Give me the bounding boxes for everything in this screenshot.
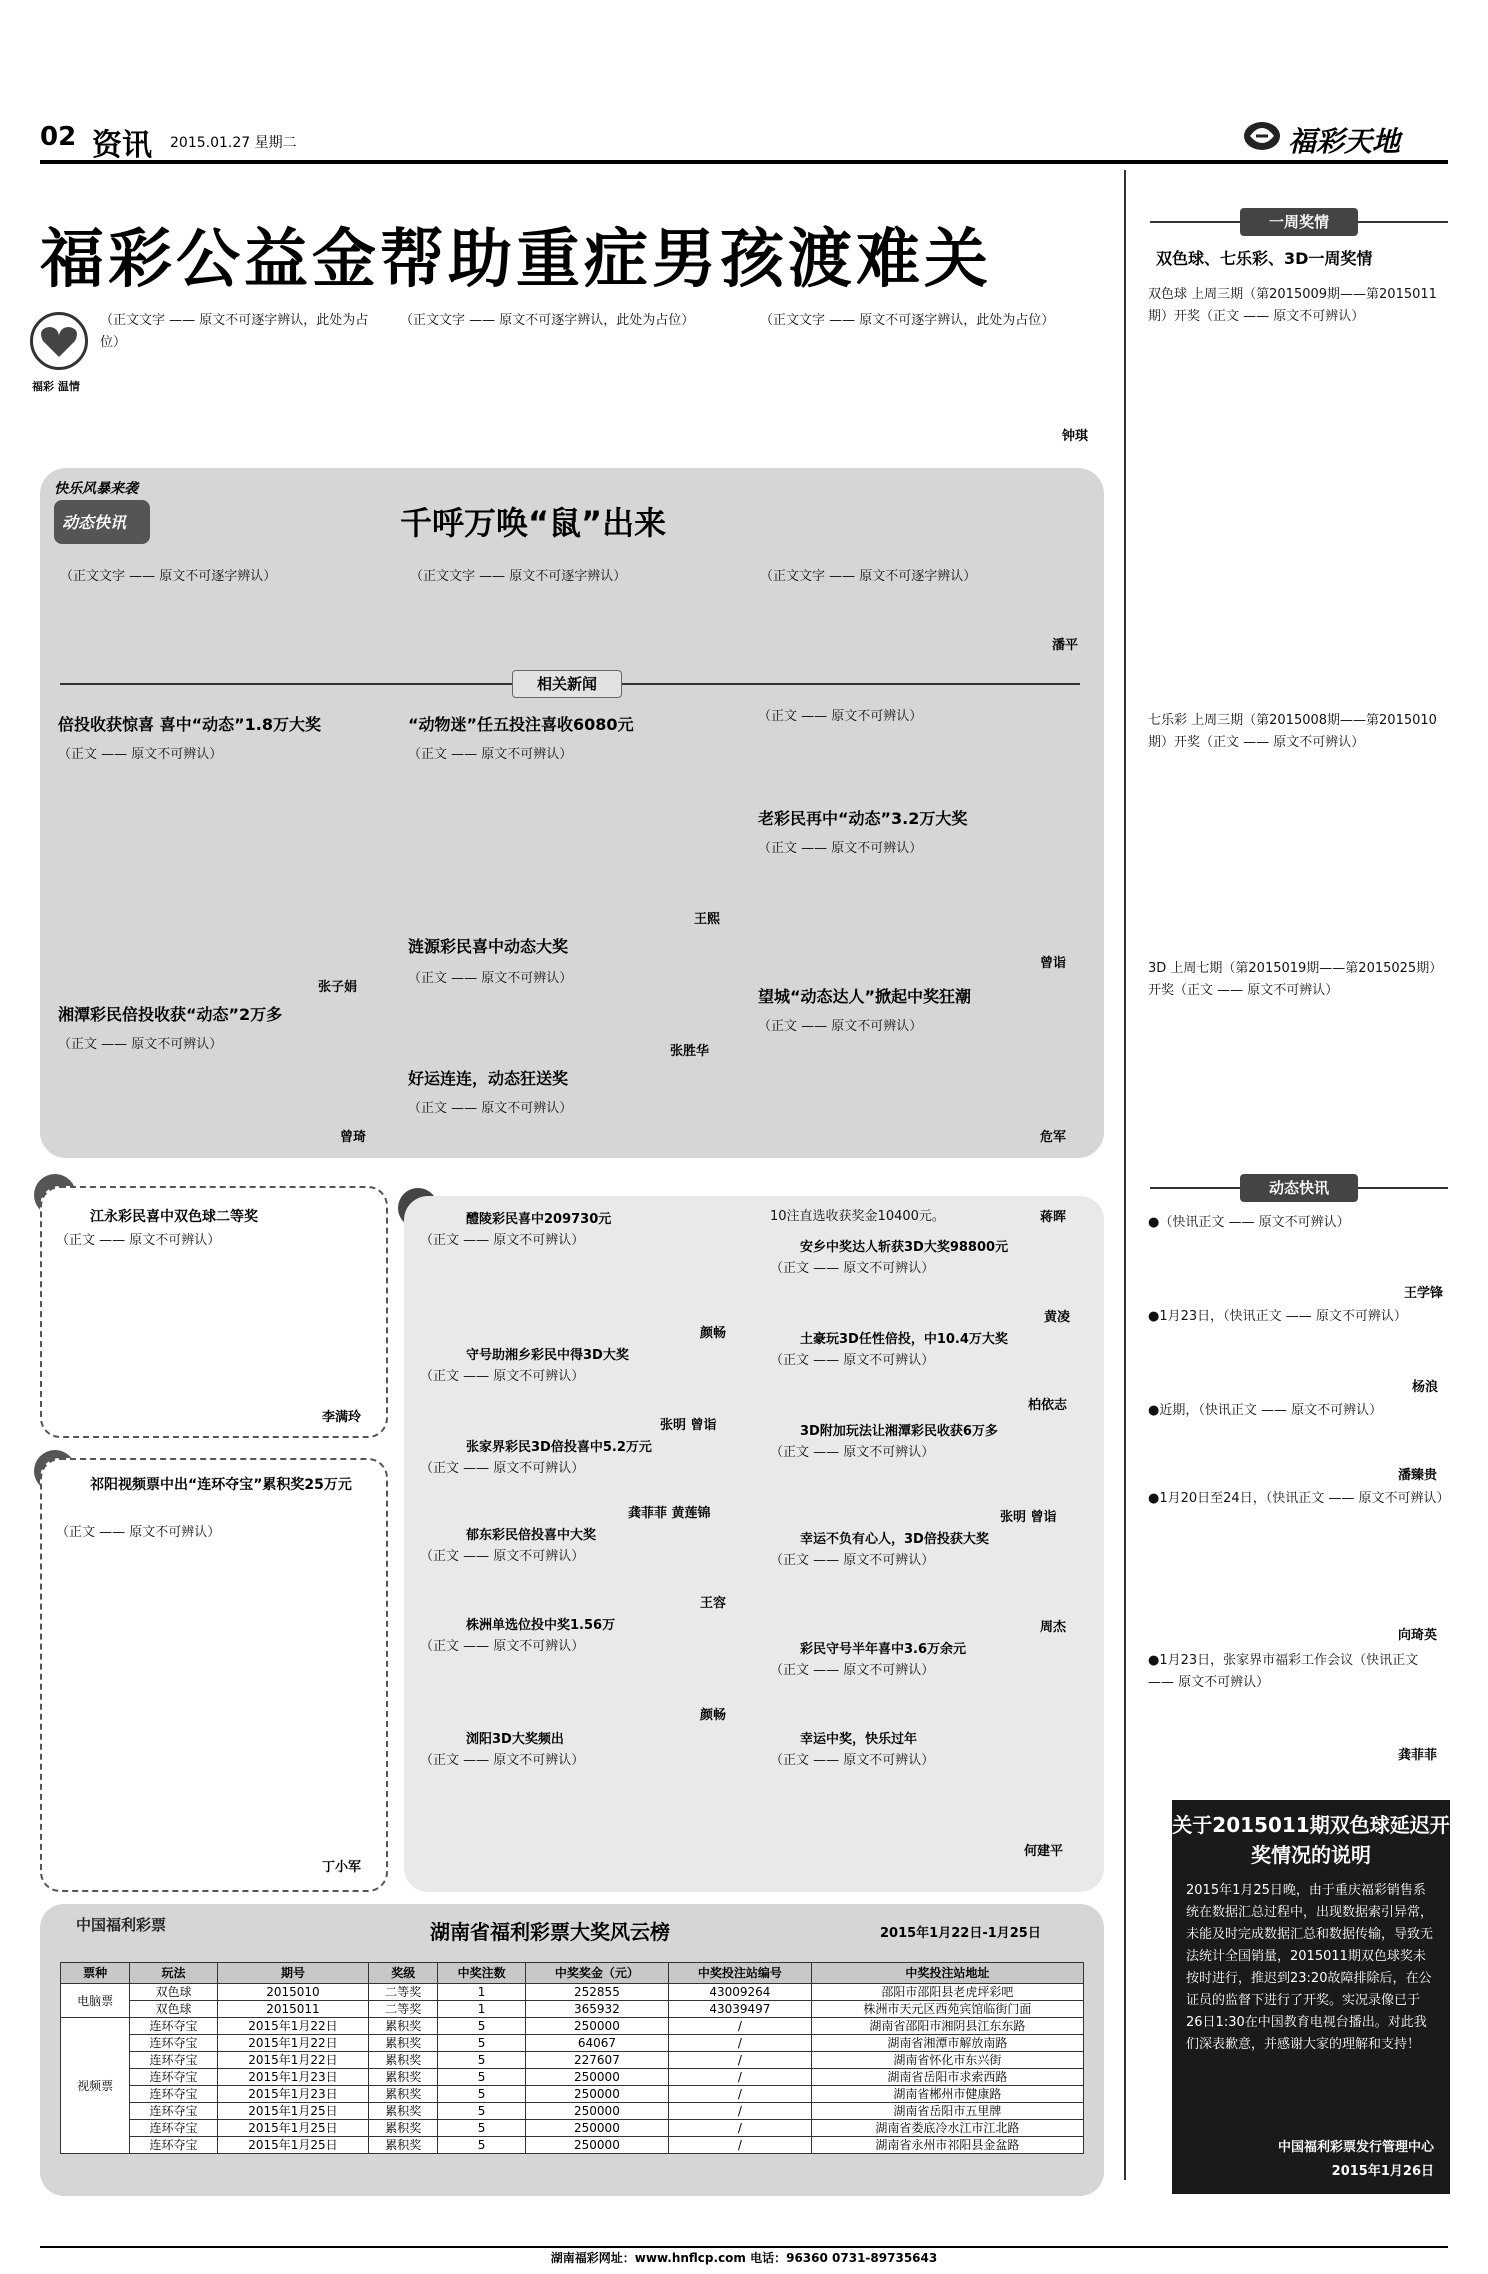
weekly-ssq: 双色球 上周三期（第2015009期——第2015011期）开奖（正文 —— 原文不可辨认） — [1148, 287, 1437, 324]
masthead-logo — [1240, 110, 1448, 162]
table-cell: / — [668, 2069, 811, 2086]
table-cell: 2015年1月25日 — [217, 2137, 368, 2154]
3d-news-title-6: 浏阳3D大奖频出 — [466, 1732, 564, 1747]
table-cell: 湖南省邵阳市湘阴县江东东路 — [811, 2018, 1083, 2035]
3d-news-title-8: 土豪玩3D任性倍投，中10.4万大奖 — [800, 1332, 1008, 1347]
page-footer: 湖南福彩网址：www.hnflcp.com 电话：96360 0731-89735643 — [40, 2246, 1448, 2268]
table-cell: 250000 — [525, 2137, 668, 2154]
table-cell: / — [668, 2052, 811, 2069]
dynamic-item-5: ●1月23日，张家界市福彩工作会议（快讯正文 —— 原文不可辨认） — [1148, 1653, 1419, 1690]
table-cell: 5 — [438, 2052, 526, 2069]
related-news-byline-2: 曾琦 — [340, 1130, 367, 1145]
table-cell: 2015年1月25日 — [217, 2103, 368, 2120]
related-news-title-3: “动物迷”任五投注喜收6080元 — [408, 715, 634, 734]
3d-news-body-12: （正文 —— 原文不可辨认） — [770, 1753, 935, 1768]
feature-byline: 潘平 — [1052, 638, 1079, 653]
feature-title: 千呼万唤“鼠”出来 — [400, 504, 667, 542]
3d-news-body-5: （正文 —— 原文不可辨认） — [420, 1639, 585, 1654]
table-cell: 250000 — [525, 2069, 668, 2086]
3d-news-title-3: 张家界彩民3D倍投喜中5.2万元 — [466, 1440, 652, 1455]
leaderboard-row — [61, 2018, 1084, 2035]
weekly-label: 一周奖情 — [1240, 208, 1358, 236]
3d-news-byline-9: 张明 曾诣 — [1000, 1510, 1057, 1525]
3d-news-body-2: （正文 —— 原文不可辨认） — [420, 1369, 585, 1384]
charity-heart-icon — [30, 312, 88, 370]
dynamic-item-3-byline: 潘臻贵 — [1398, 1468, 1438, 1483]
3d-news-byline-10: 周杰 — [1040, 1620, 1067, 1635]
related-news-body-1: （正文 —— 原文不可辨认） — [58, 747, 223, 762]
table-cell: 湖南省岳阳市求索西路 — [811, 2069, 1083, 2086]
table-cell: 1 — [438, 2001, 526, 2018]
table-cell: 连环夺宝 — [130, 2052, 218, 2069]
related-news-body-5: （正文 —— 原文不可辨认） — [408, 1101, 573, 1116]
table-cell: / — [668, 2120, 811, 2137]
table-cell: 2015011 — [217, 2001, 368, 2018]
3d-news-title-7: 安乡中奖达人斩获3D大奖98800元 — [800, 1240, 1009, 1255]
col-draw: 期号 — [217, 1963, 368, 1984]
ticket-type-cell: 视频票 — [61, 2018, 130, 2154]
weekly-3d: 3D 上周七期（第2015019期——第2015025期）开奖（正文 —— 原文不可辨认） — [1148, 961, 1443, 998]
leaderboard-table — [60, 1962, 1084, 2154]
dynamic-item-2-byline: 杨浪 — [1412, 1380, 1439, 1395]
table-cell: / — [668, 2035, 811, 2052]
related-news-label: 相关新闻 — [512, 670, 622, 698]
table-cell: 227607 — [525, 2052, 668, 2069]
3d-news-continued: 10注直选收获奖金10400元。 — [770, 1209, 945, 1224]
page-header — [40, 118, 1448, 164]
related-news-title-7: 望城“动态达人”掀起中奖狂潮 — [758, 987, 972, 1006]
leaderboard-row — [61, 2103, 1084, 2120]
dynamic-item-5-byline: 龚菲菲 — [1398, 1748, 1438, 1763]
charity-logo-caption: 福彩 温情 — [32, 380, 80, 393]
3d-news-title-11: 彩民守号半年喜中3.6万余元 — [800, 1642, 967, 1657]
story-box-1-title: 江永彩民喜中双色球二等奖 — [90, 1209, 258, 1225]
table-cell: 250000 — [525, 2103, 668, 2120]
page-number: 02 — [40, 122, 77, 152]
table-cell: 累积奖 — [369, 2035, 438, 2052]
table-cell: / — [668, 2086, 811, 2103]
3d-news-body-4: （正文 —— 原文不可辨认） — [420, 1549, 585, 1564]
col-prize-amount: 中奖奖金（元） — [525, 1963, 668, 1984]
table-cell: 连环夺宝 — [130, 2137, 218, 2154]
table-cell: / — [668, 2103, 811, 2120]
table-cell: 2015年1月23日 — [217, 2069, 368, 2086]
3d-news-byline-5: 颜畅 — [700, 1708, 727, 1723]
delay-notice-date: 2015年1月26日 — [1331, 2164, 1434, 2179]
table-cell: 5 — [438, 2120, 526, 2137]
table-cell: 5 — [438, 2103, 526, 2120]
leaderboard-row — [61, 2001, 1084, 2018]
related-news-byline-3: 王熙 — [694, 912, 721, 927]
table-cell: 5 — [438, 2035, 526, 2052]
main-article-column-1: （正文文字 —— 原文不可逐字辨认，此处为占位） — [100, 313, 369, 350]
3d-news-body-8: （正文 —— 原文不可辨认） — [770, 1353, 935, 1368]
table-cell: 二等奖 — [369, 1984, 438, 2001]
related-news-byline-7: 危军 — [1040, 1130, 1067, 1145]
related-news-body-6: （正文 —— 原文不可辨认） — [758, 841, 923, 856]
story-box-2-byline: 丁小军 — [322, 1860, 362, 1875]
table-cell: 二等奖 — [369, 2001, 438, 2018]
table-cell: 累积奖 — [369, 2069, 438, 2086]
table-cell: 累积奖 — [369, 2103, 438, 2120]
table-cell: 250000 — [525, 2086, 668, 2103]
3d-news-title-9: 3D附加玩法让湘潭彩民收获6万多 — [800, 1424, 998, 1439]
related-news-continued: （正文 —— 原文不可辨认） — [758, 709, 923, 724]
related-news-byline-1: 张子娟 — [318, 980, 358, 995]
leaderboard-title: 湖南省福利彩票大奖风云榜 — [430, 1920, 670, 1944]
table-cell: 连环夺宝 — [130, 2120, 218, 2137]
delay-notice-signature: 中国福利彩票发行管理中心 — [1277, 2140, 1434, 2155]
table-cell: / — [668, 2137, 811, 2154]
3d-news-body-6: （正文 —— 原文不可辨认） — [420, 1753, 585, 1768]
main-article-column-3: （正文文字 —— 原文不可逐字辨认，此处为占位） — [760, 313, 1055, 328]
table-cell: 250000 — [525, 2018, 668, 2035]
col-game: 玩法 — [130, 1963, 218, 1984]
table-cell: 365932 — [525, 2001, 668, 2018]
weekly-section-header — [1150, 208, 1448, 236]
3d-news-body-7: （正文 —— 原文不可辨认） — [770, 1261, 935, 1276]
3d-news-title-2: 守号助湘乡彩民中得3D大奖 — [466, 1348, 629, 1363]
masthead-text: 福彩天地 — [1288, 125, 1401, 158]
leaderboard-body — [61, 1984, 1084, 2154]
table-cell: 43039497 — [668, 2001, 811, 2018]
feature-column-2: （正文文字 —— 原文不可逐字辨认） — [410, 569, 627, 584]
3d-news-title-5: 株洲单选位投中奖1.56万 — [466, 1618, 616, 1633]
table-cell: 连环夺宝 — [130, 2069, 218, 2086]
table-cell: 累积奖 — [369, 2052, 438, 2069]
3d-news-byline-2: 张明 曾诣 — [660, 1418, 717, 1433]
table-cell: 2015年1月23日 — [217, 2086, 368, 2103]
table-cell: 5 — [438, 2069, 526, 2086]
col-station-address: 中奖投注站地址 — [811, 1963, 1083, 1984]
3d-news-body-1: （正文 —— 原文不可辨认） — [420, 1233, 585, 1248]
table-cell: 株洲市天元区西苑宾馆临街门面 — [811, 2001, 1083, 2018]
leaderboard-date-range: 2015年1月22日-1月25日 — [880, 1926, 1041, 1941]
table-cell: 2015年1月22日 — [217, 2035, 368, 2052]
dynamic-item-4: ●1月20日至24日，（快讯正文 —— 原文不可辨认） — [1148, 1491, 1450, 1506]
3d-news-title-12: 幸运中奖，快乐过年 — [800, 1732, 918, 1747]
story-box-1-body: （正文 —— 原文不可辨认） — [56, 1233, 221, 1248]
col-winning-count: 中奖注数 — [438, 1963, 526, 1984]
delay-notice-box — [1172, 1800, 1450, 2194]
related-news-title-1: 倍投收获惊喜 喜中“动态”1.8万大奖 — [58, 715, 321, 734]
weekly-title: 双色球、七乐彩、3D一周奖情 — [1156, 249, 1373, 268]
leaderboard-row — [61, 2035, 1084, 2052]
table-cell: 湖南省永州市祁阳县金盆路 — [811, 2137, 1083, 2154]
table-cell: 43009264 — [668, 1984, 811, 2001]
leaderboard-row — [61, 2120, 1084, 2137]
dynamic-item-3: ●近期，（快讯正文 —— 原文不可辨认） — [1148, 1403, 1383, 1418]
col-prize-level: 奖级 — [369, 1963, 438, 1984]
col-ticket-type: 票种 — [61, 1963, 130, 1984]
dynamic-item-2: ●1月23日，（快讯正文 —— 原文不可辨认） — [1148, 1309, 1407, 1324]
table-cell: 连环夺宝 — [130, 2103, 218, 2120]
related-news-title-2: 湘潭彩民倍投收获“动态”2万多 — [58, 1005, 283, 1024]
feature-kicker: 快乐风暴来袭 — [54, 481, 138, 497]
leaderboard-row — [61, 2137, 1084, 2154]
table-cell: 252855 — [525, 1984, 668, 2001]
3d-news-title-1: 醴陵彩民喜中209730元 — [466, 1212, 612, 1227]
dynamic-label: 动态快讯 — [1240, 1174, 1358, 1202]
main-headline: 福彩公益金帮助重症男孩渡难关 — [40, 223, 992, 297]
table-cell: 2015010 — [217, 1984, 368, 2001]
table-cell: 湖南省湘潭市解放南路 — [811, 2035, 1083, 2052]
related-news-title-4: 涟源彩民喜中动态大奖 — [408, 937, 569, 956]
dynamic-item-1: ●（快讯正文 —— 原文不可辨认） — [1148, 1215, 1350, 1230]
related-news-title-6: 老彩民再中“动态”3.2万大奖 — [758, 809, 968, 828]
dynamic-item-4-byline: 向琦英 — [1398, 1628, 1438, 1643]
delay-notice-body: 2015年1月25日晚，由于重庆福彩销售系统在数据汇总过程中，出现数据索引异常，未能及时完成数据汇总和数据传输，导致无法统计全国销量，2015011期双色球奖未按时进行，推迟到23:20故障排除后，在公证员的监督下进行了开奖。实况录像已于26日1:30在中国教育电视台播出。对此我们深表歉意，并感谢大家的理解和支持！ — [1186, 1883, 1434, 2052]
table-cell: 1 — [438, 1984, 526, 2001]
main-article-column-2: （正文文字 —— 原文不可逐字辨认，此处为占位） — [400, 313, 695, 328]
related-news-body-2: （正文 —— 原文不可辨认） — [58, 1037, 223, 1052]
table-cell: 湖南省怀化市东兴街 — [811, 2052, 1083, 2069]
3d-news-body-11: （正文 —— 原文不可辨认） — [770, 1663, 935, 1678]
table-cell: 2015年1月25日 — [217, 2120, 368, 2137]
3d-news-byline-3: 龚菲菲 黄莲锦 — [628, 1506, 711, 1521]
leaderboard-row — [61, 1984, 1084, 2001]
table-cell: 5 — [438, 2018, 526, 2035]
table-cell: 累积奖 — [369, 2120, 438, 2137]
table-cell: 2015年1月22日 — [217, 2018, 368, 2035]
3d-news-title-4: 郁东彩民倍投喜中大奖 — [466, 1528, 597, 1543]
related-news-byline-4: 张胜华 — [670, 1044, 710, 1059]
table-cell: 5 — [438, 2137, 526, 2154]
table-cell: 连环夺宝 — [130, 2035, 218, 2052]
3d-news-continued-byline: 蒋晖 — [1040, 1210, 1067, 1225]
feature-logo-text: 动态快讯 — [62, 513, 127, 532]
feature-column-3: （正文文字 —— 原文不可逐字辨认） — [760, 569, 977, 584]
table-cell: 湖南省郴州市健康路 — [811, 2086, 1083, 2103]
related-news-body-4: （正文 —— 原文不可辨认） — [408, 971, 573, 986]
table-cell: 64067 — [525, 2035, 668, 2052]
story-box-1-byline: 李满玲 — [322, 1410, 362, 1425]
3d-news-title-10: 幸运不负有心人，3D倍投获大奖 — [800, 1532, 989, 1547]
section-name: 资讯 — [92, 128, 152, 163]
related-news-title-5: 好运连连，动态狂送奖 — [408, 1069, 569, 1088]
table-cell: 累积奖 — [369, 2137, 438, 2154]
feature-column-1: （正文文字 —— 原文不可逐字辨认） — [60, 569, 277, 584]
ticket-type-cell: 电脑票 — [61, 1984, 130, 2018]
3d-news-byline-1: 颜畅 — [700, 1326, 727, 1341]
dynamic-item-1-byline: 王学锋 — [1404, 1286, 1444, 1301]
table-cell: 2015年1月22日 — [217, 2052, 368, 2069]
leaderboard-panel — [40, 1904, 1104, 2196]
delay-notice-title: 关于2015011期双色球延迟开奖情况的说明 — [1172, 1813, 1450, 1867]
table-cell: 5 — [438, 2086, 526, 2103]
leaderboard-row — [61, 2052, 1084, 2069]
table-cell: / — [668, 2018, 811, 2035]
3d-news-byline-12: 何建平 — [1024, 1844, 1064, 1859]
story-box-2-title: 祁阳视频票中出“连环夺宝”累积奖25万元 — [90, 1477, 352, 1493]
3d-news-box — [404, 1196, 1104, 1892]
table-cell: 累积奖 — [369, 2086, 438, 2103]
feature-logo — [54, 500, 150, 544]
related-news-byline-6: 曾诣 — [1040, 956, 1067, 971]
main-article-byline: 钟琪 — [1062, 429, 1089, 444]
sidebar-divider — [1124, 170, 1126, 2180]
3d-news-body-10: （正文 —— 原文不可辨认） — [770, 1553, 935, 1568]
3d-news-body-9: （正文 —— 原文不可辨认） — [770, 1445, 935, 1460]
weekly-qlc: 七乐彩 上周三期（第2015008期——第2015010期）开奖（正文 —— 原文不可辨认） — [1148, 713, 1437, 750]
leaderboard-row — [61, 2069, 1084, 2086]
related-news-body-3: （正文 —— 原文不可辨认） — [408, 747, 573, 762]
table-cell: 湖南省岳阳市五里牌 — [811, 2103, 1083, 2120]
3d-news-byline-7: 黄凌 — [1044, 1310, 1071, 1325]
table-cell: 连环夺宝 — [130, 2018, 218, 2035]
col-station-id: 中奖投注站编号 — [668, 1963, 811, 1984]
table-cell: 湖南省娄底冷水江市江北路 — [811, 2120, 1083, 2137]
table-cell: 累积奖 — [369, 2018, 438, 2035]
related-news-body-7: （正文 —— 原文不可辨认） — [758, 1019, 923, 1034]
3d-news-byline-8: 柏依志 — [1028, 1398, 1068, 1413]
dynamic-section-header — [1150, 1174, 1448, 1202]
3d-news-body-3: （正文 —— 原文不可辨认） — [420, 1461, 585, 1476]
leaderboard-header-row — [61, 1963, 1084, 1984]
leaderboard-logo: 中国福利彩票 — [76, 1916, 167, 1934]
table-cell: 双色球 — [130, 2001, 218, 2018]
table-cell: 250000 — [525, 2120, 668, 2137]
3d-news-byline-4: 王容 — [700, 1596, 727, 1611]
table-cell: 双色球 — [130, 1984, 218, 2001]
table-cell: 邵阳市邵阳县老虎坪彩吧 — [811, 1984, 1083, 2001]
table-cell: 连环夺宝 — [130, 2086, 218, 2103]
leaderboard-row — [61, 2086, 1084, 2103]
story-box-2-body: （正文 —— 原文不可辨认） — [56, 1525, 221, 1540]
publication-date: 2015.01.27 星期二 — [170, 135, 297, 151]
